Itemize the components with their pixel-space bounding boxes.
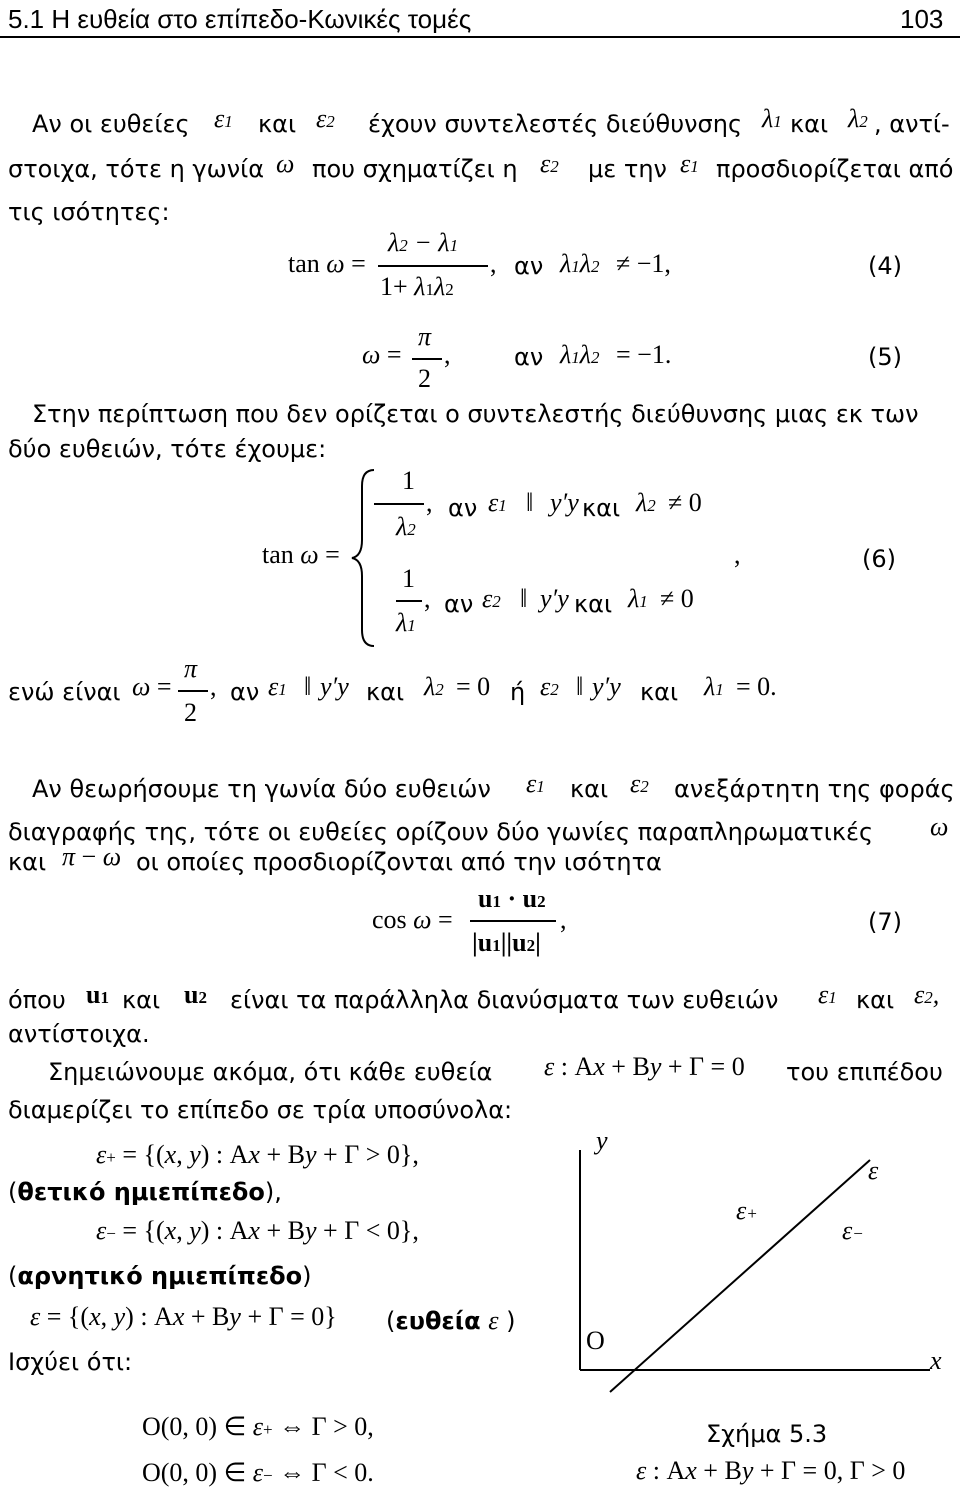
fig-equation: ε : Ax + By + Γ = 0, Γ > 0 [636, 1456, 906, 1485]
p4-line1-c: ανεξάρτητη της φοράς [674, 775, 955, 803]
eq5-comma: , [444, 340, 451, 369]
p1-line2-b: που σχηματίζει η [312, 155, 518, 183]
eq6-case2-lambda: λ1 [628, 584, 648, 613]
eq6-case1-lambda: λ2 [636, 488, 656, 517]
eq6-case1-parallel: ‖ [526, 488, 534, 517]
p3-if: αν [230, 678, 260, 706]
eq5-denominator: 2 [418, 364, 431, 393]
p3-lead: ενώ είναι [8, 678, 121, 706]
fig-x-label: x [930, 1346, 942, 1375]
p4-line1-b: και [570, 775, 609, 803]
eq6-case1-bar [374, 503, 424, 505]
fig-y-label: y [596, 1126, 608, 1155]
page-number: 103 [900, 4, 944, 34]
origin-eps-plus: O(0, 0) ∈ ε+ ⇔ Γ > 0, [142, 1412, 374, 1441]
fig-origin-label: O [586, 1326, 605, 1355]
p1-line2-a: στοιχα, τότε η γωνία [8, 155, 265, 183]
eq6-comma: , [734, 540, 741, 569]
eq5-numerator-pi: π [418, 322, 432, 351]
p4-eps2: ε2 [630, 769, 649, 798]
origin-eps-minus: O(0, 0) ∈ ε− ⇔ Γ < 0. [142, 1458, 374, 1487]
eq5-lambda-product: λ1λ2 [560, 340, 600, 369]
header-rule [0, 36, 960, 38]
p5-line1-c: είναι τα παράλληλα διανύσματα των ευθειών [230, 986, 779, 1014]
p3-omega: ω = [132, 672, 172, 701]
p4-omega: ω [930, 812, 949, 841]
p3-axis1: y′y [320, 672, 349, 701]
epsilon-1: ε1 [214, 104, 233, 133]
set-eps-minus: ε− = {(x, y) : Ax + By + Γ < 0}, [96, 1216, 419, 1245]
fig-minus-label: ε− [842, 1216, 864, 1245]
eq7-numerator: u1 · u2 [478, 884, 546, 913]
eq7-number: (7) [868, 908, 902, 936]
eq6-case1-axis: y′y [550, 488, 579, 517]
p3-and1: και [366, 678, 405, 706]
eq6-case2-comma: , [424, 584, 431, 613]
p1-text-d: και [790, 110, 829, 138]
p3-lambda2: λ2 [424, 672, 444, 701]
holds-text: Ισχύει ότι: [8, 1348, 133, 1376]
eq6-case2-neq: ≠ 0 [660, 584, 694, 613]
eq6-case2-denominator: λ1 [396, 608, 416, 637]
lambda-2: λ2 [848, 104, 868, 133]
p3-and2: και [640, 678, 679, 706]
p3-parallel2: ‖ [576, 672, 584, 701]
p3-eps2: ε2 [540, 672, 559, 701]
p5-u1: u1 [86, 980, 109, 1009]
fig-plus-label: ε+ [736, 1196, 758, 1225]
set-eps-plus: ε+ = {(x, y) : Ax + By + Γ > 0}, [96, 1140, 419, 1169]
p3-two: 2 [184, 698, 197, 727]
p1-line2-c: με την [588, 155, 667, 183]
p3-eps1: ε1 [268, 672, 287, 701]
p5-u2: u2 [184, 980, 207, 1009]
eq6-case2-if: αν [444, 590, 474, 618]
p3-eq1: = 0 [456, 672, 491, 701]
p5-line2: αντίστοιχα. [8, 1020, 150, 1048]
p5-line1-a: όπου [8, 986, 66, 1014]
p3-pi: π [184, 654, 198, 683]
eq5-cond: = −1. [616, 340, 672, 369]
p4-line1-a: Αν θεωρήσουμε τη γωνία δύο ευθειών [32, 775, 491, 803]
p6-line1-a: Σημειώνουμε ακόμα, ότι κάθε ευθεία [48, 1058, 493, 1086]
p5-eps2: ε2, [914, 980, 940, 1009]
p1-text-e: , αντί- [874, 110, 950, 138]
eq4-fraction-bar [378, 265, 488, 267]
fig-caption: Σχήμα 5.3 [706, 1420, 828, 1448]
running-header: 5.1 Η ευθεία στο επίπεδο-Κωνικές τομές [8, 4, 472, 34]
eq5-number: (5) [868, 343, 902, 371]
p3-lambda1: λ1 [704, 672, 724, 701]
eq6-case2-axis: y′y [540, 584, 569, 613]
fig-line-label: ε [868, 1156, 879, 1185]
epsilon-1: ε1 [680, 149, 699, 178]
p2-line2: δύο ευθειών, τότε έχουμε: [8, 435, 327, 463]
p1-line2-d: προσδιορίζεται από [716, 155, 954, 183]
p1-line3: τις ισότητες: [8, 198, 170, 226]
p5-line1-d: και [856, 986, 895, 1014]
eq4-denominator: 1+ λ1λ2 [380, 272, 454, 301]
set-eps-line-label: (ευθεία ε ) [386, 1306, 516, 1335]
p3-axis2: y′y [592, 672, 621, 701]
p3-parallel1: ‖ [304, 672, 312, 701]
p6-line2: διαμερίζει το επίπεδο σε τρία υποσύνολα: [8, 1096, 513, 1124]
eq6-case2-parallel: ‖ [520, 584, 528, 613]
p3-fraction-bar [178, 690, 208, 692]
p4-pi-minus-omega: π − ω [62, 842, 122, 871]
p5-eps1: ε1 [818, 980, 837, 1009]
eq6-case1-comma: , [426, 488, 433, 517]
eq4-cond: ≠ −1, [616, 249, 671, 278]
eq6-case2-and: και [574, 590, 613, 618]
eq4-number: (4) [868, 252, 902, 280]
eq7-denominator: |u1||u2| [472, 928, 541, 957]
p3-or: ή [510, 678, 526, 706]
epsilon-2: ε2 [316, 104, 335, 133]
p2-line1: Στην περίπτωση που δεν ορίζεται ο συντελεστής διεύθυνσης μιας εκ των [32, 400, 919, 428]
omega: ω [276, 149, 295, 178]
eq6-case1-denominator: λ2 [396, 512, 416, 541]
eq6-number: (6) [862, 545, 896, 573]
eq4-numerator: λ2 − λ1 [388, 228, 459, 257]
p6-line-eq: ε : Ax + By + Γ = 0 [544, 1052, 745, 1081]
set-eps-line: ε = {(x, y) : Ax + By + Γ = 0} [30, 1302, 337, 1331]
p4-line2: διαγραφής της, τότε οι ευθείες ορίζουν δύο γωνίες παραπληρωματικές [8, 818, 874, 846]
set-eps-plus-label: (θετικό ημιεπίπεδο), [8, 1178, 282, 1206]
p4-line3-b: οι οποίες προσδιορίζονται από την ισότητα [136, 848, 662, 876]
eq6-case1-if: αν [448, 494, 478, 522]
figure-5-3 [570, 1130, 940, 1400]
p5-line1-b: και [122, 986, 161, 1014]
epsilon-2: ε2 [540, 149, 559, 178]
eq6-case2-bar [396, 600, 422, 602]
eq5-fraction-bar [412, 358, 442, 360]
eq4-lhs: tan ω = [288, 249, 366, 278]
eq6-case1-numerator: 1 [402, 466, 415, 495]
eq6-case2-eps: ε2 [482, 584, 501, 613]
p6-line1-b: του επιπέδου [786, 1058, 943, 1086]
eq6-left-brace [350, 468, 380, 648]
lambda-1: λ1 [762, 104, 782, 133]
p1-text-b: και [258, 110, 297, 138]
eq4-lambda-product: λ1λ2 [560, 249, 600, 278]
eq6-case1-eps: ε1 [488, 488, 507, 517]
p3-eq2: = 0. [736, 672, 777, 701]
eq5-cond-word: αν [514, 343, 544, 371]
p3-comma: , [210, 672, 217, 701]
eq5-lhs: ω = [362, 340, 402, 369]
line-epsilon [610, 1160, 870, 1392]
eq7-comma: , [560, 905, 567, 934]
eq6-case2-numerator: 1 [402, 564, 415, 593]
p1-text-c: έχουν συντελεστές διεύθυνσης [368, 110, 743, 138]
set-eps-minus-label: (αρνητικό ημιεπίπεδο) [8, 1262, 312, 1290]
eq4-comma: , [490, 249, 497, 278]
p1-text-a: Αν οι ευθείες [32, 110, 190, 138]
eq7-fraction-bar [470, 920, 556, 922]
eq7-lhs: cos ω = [372, 905, 453, 934]
eq6-case1-neq: ≠ 0 [668, 488, 702, 517]
p4-line3-a: και [8, 848, 47, 876]
eq6-lhs: tan ω = [262, 540, 340, 569]
p4-eps1: ε1 [526, 769, 545, 798]
eq6-case1-and: και [582, 494, 621, 522]
eq4-cond-word: αν [514, 252, 544, 280]
